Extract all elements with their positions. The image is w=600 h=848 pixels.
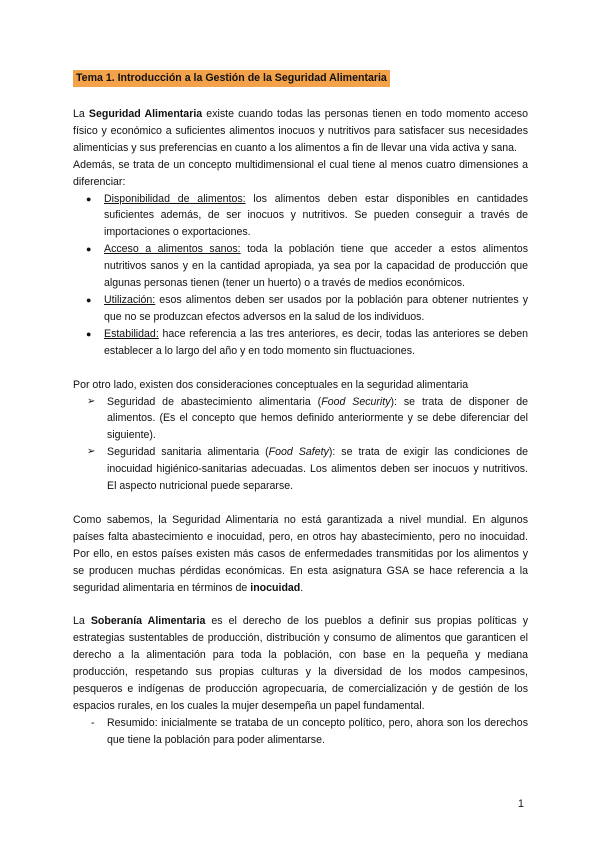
list-item: ● Disponibilidad de alimentos: los alimentos deben estar disponibles en cantidades suficientes además, de ser inocuos y nutritivos. Se pueden conseguir a través de importaciones o exportaciones. — [86, 192, 528, 239]
considerations-intro: Por otro lado, existen dos consideraciones conceptuales en la seguridad alimentaria — [73, 378, 469, 391]
summary-list — [73, 715, 528, 749]
list-item: ➢ Seguridad de abastecimiento alimentaria (Food Security): se trata de disponer de alimentos. (Es el concepto que hemos definido anteriormente y se debe diferenciar del siguiente). — [87, 395, 529, 442]
bullet-icon: ● — [86, 193, 92, 204]
dash-bullet-icon: - — [91, 716, 95, 729]
considerations-list — [73, 394, 528, 495]
arrow-bullet-icon: ➢ — [87, 395, 96, 407]
dimensions-intro: Además, se trata de un concepto multidimensional el cual tiene al menos cuatro dimensiones a diferenciar: — [73, 158, 528, 188]
sovereignty-paragraph: La Soberanía Alimentaria es el derecho de los pueblos a definir sus propias políticas y estrategias sustentables de producción, distribución y consumo de alimentos que garanticen el derecho a la alimentación para toda la población, con base en la pequeña y mediana producción, respetando sus propias culturas y la diversidad de los modos campesinos, pesqueros e indígenas de producción agropecuaria, de comercialización y de gestión de los espacios rurales, en los cuales la mujer desempeña un papel fundamental. — [73, 615, 528, 712]
bullet-icon: ● — [86, 328, 92, 339]
term-food-sovereignty: Soberanía Alimentaria — [90, 615, 206, 628]
arrow-bullet-icon: ➢ — [87, 446, 96, 458]
section-title: Tema 1. Introducción a la Gestión de la Seguridad Alimentaria — [73, 70, 390, 87]
list-item: - Resumido: inicialmente se trataba de un concepto político, pero, ahora son los derechos que tiene la población para poder alimentarse. — [91, 716, 528, 746]
page-number: 1 — [518, 798, 524, 810]
bullet-icon: ● — [86, 294, 92, 305]
list-item: ● Utilización: esos alimentos deben ser usados por la población para obtener nutrientes y que no se produzcan efectos adversos en la salud de los individuos. — [86, 293, 528, 323]
intro-paragraph: La Seguridad Alimentaria existe cuando todas las personas tienen en todo momento acceso físico y económico a suficientes alimentos inocuos y nutritivos para satisfacer sus necesidades alimenticias y sus preferencias en cuanto a los alimentos a fin de llevar una vida activa y sana. — [73, 108, 528, 154]
list-item: ● Acceso a alimentos sanos: toda la población tiene que acceder a estos alimentos nutritivos sanos y en la cantidad apropiada, ya sea por la capacidad de producción que algunas personas tienen (tener un huerto) o a través de medios económicos. — [86, 243, 528, 290]
term-food-security: Seguridad Alimentaria — [88, 108, 203, 120]
bullet-icon: ● — [86, 244, 92, 255]
inocuidad-paragraph: Como sabemos, la Seguridad Alimentaria no está garantizada a nivel mundial. En algunos países falta abastecimiento e inocuidad, pero, en otros hay abastecimiento, pero no inocuidad. Por ello, en estos países existen más casos de enfermedades transmitidas por los alimentos y se producen muchas pérdidas económicas. En esta asignatura GSA se hace referencia a la seguridad alimentaria en términos de inocuidad. — [73, 513, 528, 594]
dimensions-list — [73, 191, 528, 360]
list-item: ➢ Seguridad sanitaria alimentaria (Food Safety): se trata de exigir las condiciones de inocuidad higiénico-sanitarias adecuadas. Los alimentos deben ser inocuos y nutritivos. El aspecto nutricional puede separarse. — [87, 446, 528, 493]
list-item: ● Estabilidad: hace referencia a las tres anteriores, es decir, todas las anteriores se deben establecer a lo largo del año y en todo momento sin fluctuaciones. — [86, 327, 528, 357]
